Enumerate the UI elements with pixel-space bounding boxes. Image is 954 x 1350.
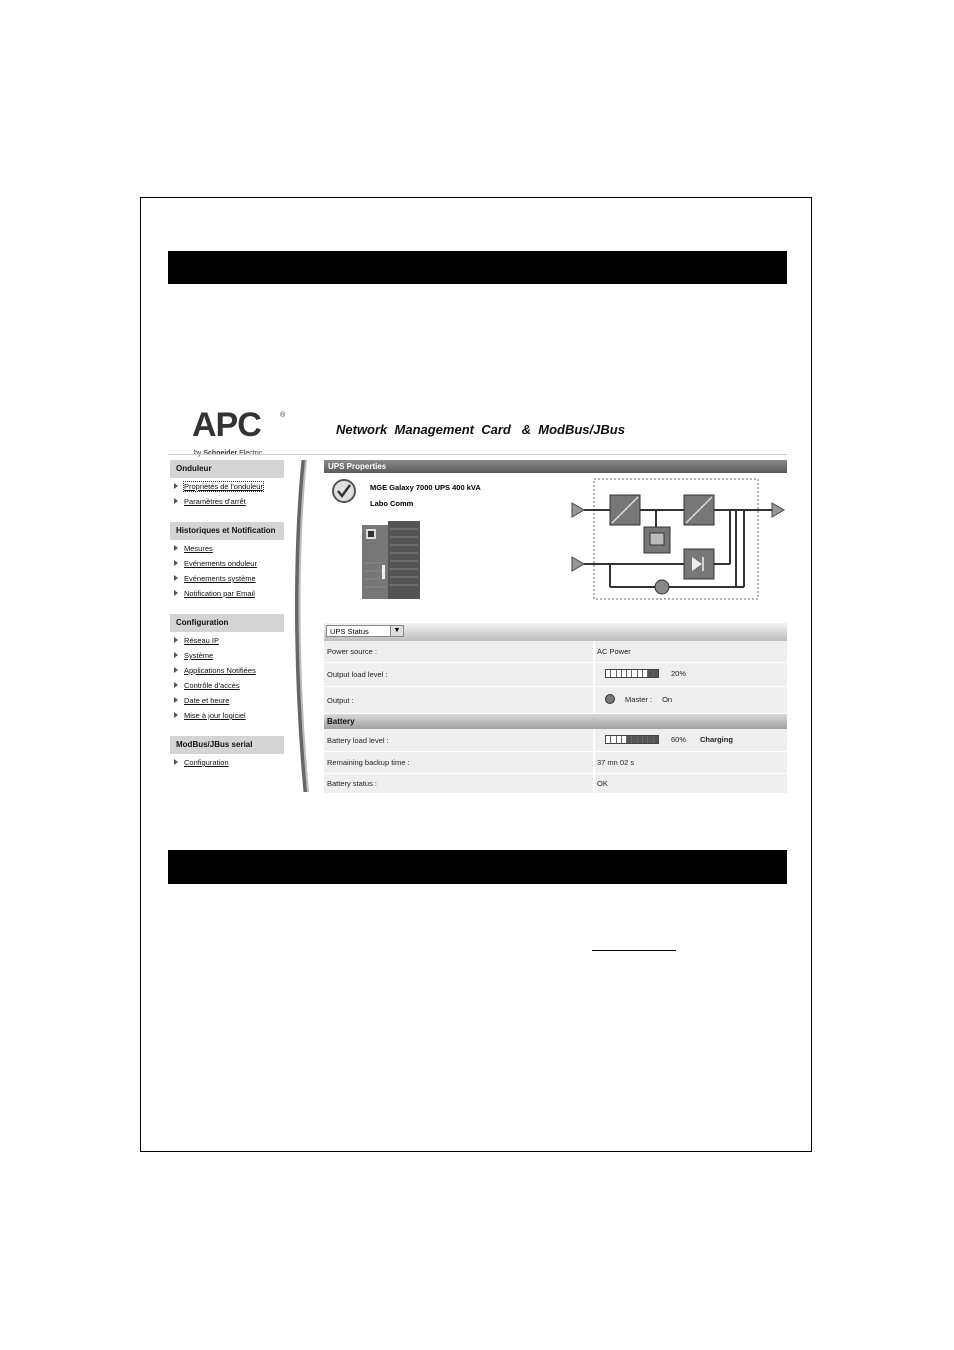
power-led-icon xyxy=(605,694,615,704)
output-master-value: On xyxy=(662,694,673,704)
sidebar-section-title: Onduleur xyxy=(170,460,284,478)
gauge-segment xyxy=(654,670,658,677)
power-source-value: AC Power xyxy=(597,647,631,656)
status-ok-check-icon xyxy=(332,479,356,503)
output-load-gauge xyxy=(605,669,659,678)
sidebar-item-evenements-systeme[interactable]: Evénements système xyxy=(170,572,284,587)
sidebar-section-historiques xyxy=(170,522,284,602)
gauge-segment xyxy=(654,736,658,743)
sidebar-section-title: ModBus/JBus serial xyxy=(170,736,284,754)
column-divider xyxy=(593,774,595,793)
underline-rule xyxy=(592,950,676,951)
ups-properties-panel xyxy=(324,473,787,623)
sidebar-nav xyxy=(170,460,284,783)
logo-registered-mark: ® xyxy=(280,412,286,419)
ups-model: MGE Galaxy 7000 UPS 400 kVA xyxy=(370,483,481,492)
table-row xyxy=(324,752,787,774)
arrow-right-icon xyxy=(174,637,178,643)
sidebar-item-applications-notifiees[interactable]: Applications Notifiées xyxy=(170,664,284,679)
section-header-bar-top xyxy=(168,251,787,284)
sidebar-section-configuration xyxy=(170,614,284,724)
battery-status-value: OK xyxy=(597,779,608,788)
app-title: Network Management Card & ModBus/JBus xyxy=(336,422,625,437)
logo-text: APC xyxy=(192,406,261,444)
sidebar-item-controle-acces[interactable]: Contrôle d'accès xyxy=(170,679,284,694)
table-row xyxy=(324,663,787,687)
arrow-right-icon xyxy=(174,712,178,718)
table-row xyxy=(324,687,787,714)
battery-charge-state: Charging xyxy=(700,735,733,744)
column-divider xyxy=(593,752,595,773)
sidebar-item-mise-a-jour[interactable]: Mise à jour logiciel xyxy=(170,709,284,724)
ups-site: Labo Comm xyxy=(370,499,414,508)
arrow-right-icon xyxy=(174,590,178,596)
output-value-group xyxy=(605,694,672,704)
arrow-right-icon xyxy=(174,652,178,658)
sidebar-section-onduleur xyxy=(170,460,284,510)
chevron-down-icon: ▼ xyxy=(390,626,403,636)
backup-time-value: 37 mn 02 s xyxy=(597,758,635,767)
sidebar-item-parametres-arret[interactable]: Paramètres d'arrêt xyxy=(170,495,284,510)
sidebar-section-title: Historiques et Notification xyxy=(170,522,284,540)
sidebar-item-notification-email[interactable]: Notification par Email xyxy=(170,587,284,602)
arrow-right-icon xyxy=(174,545,178,551)
column-divider xyxy=(593,687,595,713)
arrow-right-icon xyxy=(174,483,178,489)
sidebar-item-date-heure[interactable]: Date et heure xyxy=(170,694,284,709)
main-content xyxy=(324,460,787,794)
battery-status-label: Battery status : xyxy=(327,779,378,788)
ups-cabinet-image xyxy=(360,519,422,601)
arrow-right-icon xyxy=(174,682,178,688)
sidebar-item-modbus-configuration[interactable]: Configuration xyxy=(170,756,284,771)
table-row xyxy=(324,641,787,663)
sidebar-item-evenements-onduleur[interactable]: Evénements onduleur xyxy=(170,557,284,572)
output-load-value: 20% xyxy=(671,669,687,678)
ups-synoptic-diagram xyxy=(570,477,786,601)
sidebar-curve-decoration xyxy=(286,460,316,792)
arrow-right-icon xyxy=(174,560,178,566)
output-load-label: Output load level : xyxy=(327,670,388,679)
sidebar-item-mesures[interactable]: Mesures xyxy=(170,542,284,557)
ups-properties-header: UPS Properties xyxy=(324,460,787,473)
header-divider xyxy=(168,454,787,455)
column-divider xyxy=(593,729,595,751)
arrow-right-icon xyxy=(174,498,178,504)
backup-time-label: Remaining backup time : xyxy=(327,758,410,767)
battery-load-gauge xyxy=(605,735,659,744)
web-interface-screenshot xyxy=(168,398,787,793)
apc-logo xyxy=(192,406,292,452)
arrow-right-icon xyxy=(174,697,178,703)
arrow-right-icon xyxy=(174,575,178,581)
output-master-label: Master : xyxy=(625,694,653,704)
battery-header: Battery xyxy=(324,714,787,729)
column-divider xyxy=(593,663,595,686)
battery-load-value: 60% xyxy=(671,735,687,744)
table-row xyxy=(324,729,787,752)
power-source-label: Power source : xyxy=(327,647,378,656)
sidebar-item-systeme[interactable]: Système xyxy=(170,649,284,664)
column-divider xyxy=(593,641,595,662)
output-label: Output : xyxy=(327,696,354,705)
status-toolbar xyxy=(324,623,787,641)
battery-load-value-group xyxy=(605,735,733,744)
arrow-right-icon xyxy=(174,759,178,765)
section-header-bar-bottom xyxy=(168,850,787,884)
table-row xyxy=(324,774,787,794)
arrow-right-icon xyxy=(174,667,178,673)
output-load-value-group xyxy=(605,669,686,678)
ups-status-select[interactable]: UPS Status ▼ xyxy=(326,625,404,637)
sidebar-item-reseau-ip[interactable]: Réseau IP xyxy=(170,634,284,649)
battery-load-label: Battery load level : xyxy=(327,736,389,745)
sidebar-section-title: Configuration xyxy=(170,614,284,632)
sidebar-section-modbus xyxy=(170,736,284,771)
sidebar-item-proprietes[interactable]: Propriétés de l'onduleur xyxy=(170,480,284,495)
